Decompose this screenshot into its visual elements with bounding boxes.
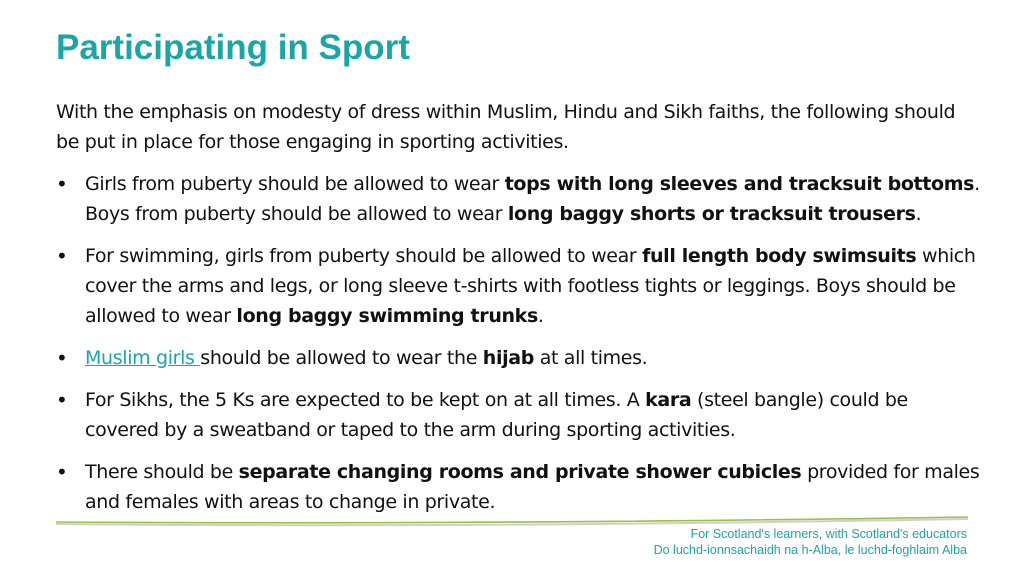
bullet-icon: • [56,460,68,484]
bullet-text: . Boys from puberty should be allowed to wear [85,173,980,225]
bullet-text: Girls from puberty should be allowed to wear [85,173,505,195]
bullet-text: provided for males and females with areas to change in private. [85,461,980,513]
bullet-list [56,169,981,517]
bullet-emphasis: long baggy swimming trunks [236,305,538,327]
slide-body [56,97,981,529]
bullet-emphasis: kara [645,389,692,411]
bullet-item-hijab [56,343,981,373]
bullet-emphasis: long baggy shorts or tracksuit trousers [507,203,916,225]
bullet-icon: • [56,172,68,196]
bullet-text: For Sikhs, the 5 Ks are expected to be kept on at all times. A [85,389,646,411]
bullet-item-swimming [56,241,981,331]
slide-title: Participating in Sport [56,28,410,67]
intro-paragraph: With the emphasis on modesty of dress within Muslim, Hindu and Sikh faiths, the following should be put in place for those engaging in sporting activities. [56,101,956,153]
bullet-icon: • [56,388,68,412]
bullet-emphasis: full length body swimsuits [642,245,917,267]
footer-tagline-english: For Scotland's learners, with Scotland's educators [690,527,967,541]
bullet-text: should be allowed to wear the [200,347,483,369]
bullet-emphasis: separate changing rooms and private shower cubicles [238,461,802,483]
bullet-text: For swimming, girls from puberty should be allowed to wear [85,245,643,267]
bullet-emphasis: hijab [482,347,534,369]
muslim-girls-link[interactable]: Muslim girls [85,347,201,369]
bullet-text: . [915,203,922,225]
footer-tagline-gaelic: Do luchd-ionnsachaidh na h-Alba, le luchd-foghlaim Alba [653,543,967,557]
bullet-text: . [537,305,544,327]
footer-tagline [654,526,967,558]
bullet-item-clothing [56,169,981,229]
bullet-text: There should be [85,461,239,483]
bullet-item-changing-rooms [56,457,981,517]
bullet-item-sikhs [56,385,981,445]
bullet-icon: • [56,244,68,268]
bullet-text: which cover the arms and legs, or long sleeve t-shirts with footless tights or leggings. Boys should be allowed to wear [85,245,976,327]
bullet-icon: • [56,346,68,370]
bullet-text: at all times. [534,347,648,369]
bullet-emphasis: tops with long sleeves and tracksuit bottoms [504,173,975,195]
bullet-text: (steel bangle) could be covered by a sweatband or taped to the arm during sporting activities. [85,389,908,441]
